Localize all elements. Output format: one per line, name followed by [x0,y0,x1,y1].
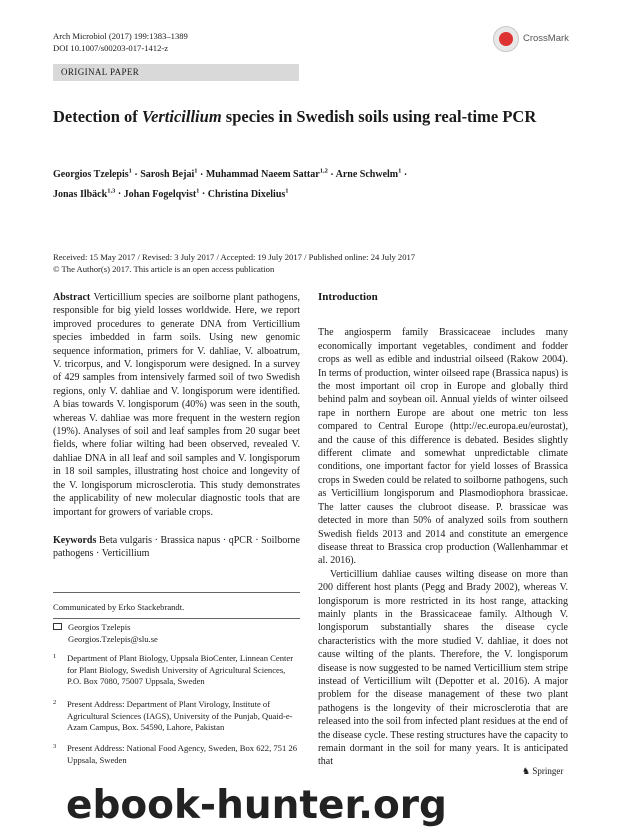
abstract-text: Verticillium species are soilborne plant pathogens, responsible for big yield losses worldwide. Here, we report improved procedures to generate DNA from Verticillium species imbedded in farm soils. Using new genomic sequence information, primers for V. dahliae, V. alboatrum, V. tricorpus, and V. longisporum were designed. In a survey of 429 samples from intensively farmed soil of two Swedish regions, only V. dahliae and V. longisporum were identified. A bias towards V. longisporum (40%) was seen in the south, whereas V. dahliae was more frequent in the western region (19%). Analyses of soil and leaf samples from 20 sugar beet fields, where foliar wilting had been observed, revealed V. dahliae DNA in all leaf and soil samples and V. longisporum in 18 soil samples, illustrating host choice and longevity of the V. longisporum microsclerotia. This study demonstrates the applicability of new molecular diagnostic tools that are important for growers of variable crops. [53,292,300,518]
corresponding-author: Georgios Tzelepis [68,622,131,632]
doi[interactable]: DOI 10.1007/s00203-017-1412-z [53,42,169,53]
author[interactable]: Johan Fogelqvist$^1$ [123,187,200,200]
author[interactable]: Muhammad Naeem Sattar$^{1,2}$ [205,168,328,181]
divider [53,618,300,619]
keywords-label: Keywords [53,534,97,546]
crossmark-icon [493,26,519,52]
abstract [53,291,300,519]
article-type-banner [53,64,299,81]
abstract-label: Abstract [53,292,91,303]
communicated-by: Communicated by Erko Stackebrandt. [53,602,185,612]
article-type-label: ORIGINAL PAPER [61,67,140,77]
paragraph: Verticillium dahliae causes wilting disease on more than 200 different host plants (Pegg and Brady 2002), whereas V. longisporum is more restricted in its host range, attacking mainly plants in the Brassicaceae family. Although V. longisporum substantially shares the disease cycle characteristics with the more studied V. dahliae, it does not cause wilting of the plants. Therefore, the V. longisporum disease is now suggested to be named Verticillium stem stripe instead of Verticillium wilt (Depotter et al. 2016). A major problem for the disease management of these two plant pathogens is the longevity of their microsclerotia that are released into the soil from infected plant residues at the end of the disease cycle. These resting structures have the capacity to remain dormant in the soil for many years. It is anticipated that [318,568,568,768]
author-list: Georgios Tzelepis$^1$ · Sarosh Bejai$^1$ · Muhammad Naeem Sattar$^{1,2}$ · Arne Schwelm$^1$ · Jonas Ilbäck$^{1,3}$ · Johan Fogelqvist$^1$ · Christina Dixelius$^1$ [53,168,408,200]
corresponding-email[interactable]: Georgios.Tzelepis@slu.se [68,633,158,644]
publication-dates [53,252,573,275]
springer-logo: ♞ Springer [522,766,564,776]
left-column [53,291,300,561]
right-column [318,291,568,769]
copyright-line: © The Author(s) 2017. This article is an open access publication [53,263,275,274]
article-title: Detection of Verticillium species in Swedish soils using real-time PCR [53,107,537,126]
keywords [53,534,300,561]
affiliation: 2 Present Address: Department of Plant Virology, Institute of Agricultural Sciences (IAGS), University of the Punjab, Quaid-e-Azam Campus, Box. 54590, Lahore, Pakistan [53,699,293,732]
journal-header [53,31,188,54]
author[interactable]: Sarosh Bejai$^1$ [140,168,198,181]
author[interactable]: Christina Dixelius$^1$ [207,187,289,200]
author[interactable]: Jonas Ilbäck$^{1,3}$ [53,187,116,200]
springer-horse-icon: ♞ [522,766,531,776]
author[interactable]: Georgios Tzelepis$^1$ [53,168,132,181]
watermark: ebook-hunter.org [66,783,447,828]
keywords-text: Beta vulgaris · Brassica napus · qPCR · Soilborne pathogens · Verticillium [53,534,300,560]
envelope-icon [53,623,62,630]
crossmark-label: CrossMark [523,33,569,44]
divider [53,592,300,593]
author[interactable]: Arne Schwelm$^1$ [335,168,402,181]
affiliation: 3 Present Address: National Food Agency, Sweden, Box 622, 751 26 Uppsala, Sweden [53,743,298,765]
paragraph: The angiosperm family Brassicaceae includes many economically important vegetables, condiment and fodder crops as well as edible and industrial oilseed (Rakow 2004). In terms of production, winter oilseed rape (Brassica napus) is the most important oil crop in Europe and globally third behind palm and soybean oil. Annual yields of winter oilseed rape in northern Europe are about one metric ton less compared to Central Europe (http://ec.europa.eu/eurostat), and the cause of this difference is debated. Besides slightly different climate and somewhat unpredictable climate conditions, one important factor for yield losses of Brassica crops in Sweden could be related to soilborne pathogens, such as Verticillium longisporum and Plasmodiophora brassicae. The latter causes the clubroot disease. P. brassicae was detected in more than 50% of analyzed soils from southern Swedish fields 2013 and 2014 and constitute an emergence disease threat to Brassica crop production (Wallenhammar et al. 2016). [318,327,568,567]
section-heading: Introduction [318,291,378,303]
correspondence [53,622,158,645]
affiliation: 1 Department of Plant Biology, Uppsala BioCenter, Linnean Center for Plant Biology, Swedish University of Agricultural Sciences, P.O. Box 7080, 75007 Uppsala, Sweden [53,653,294,686]
history-dates: Received: 15 May 2017 / Revised: 3 July 2017 / Accepted: 19 July 2017 / Published online: 24 July 2017 [53,252,416,262]
crossmark-badge[interactable] [493,26,583,54]
journal-citation: Arch Microbiol (2017) 199:1383–1389 [53,31,188,41]
